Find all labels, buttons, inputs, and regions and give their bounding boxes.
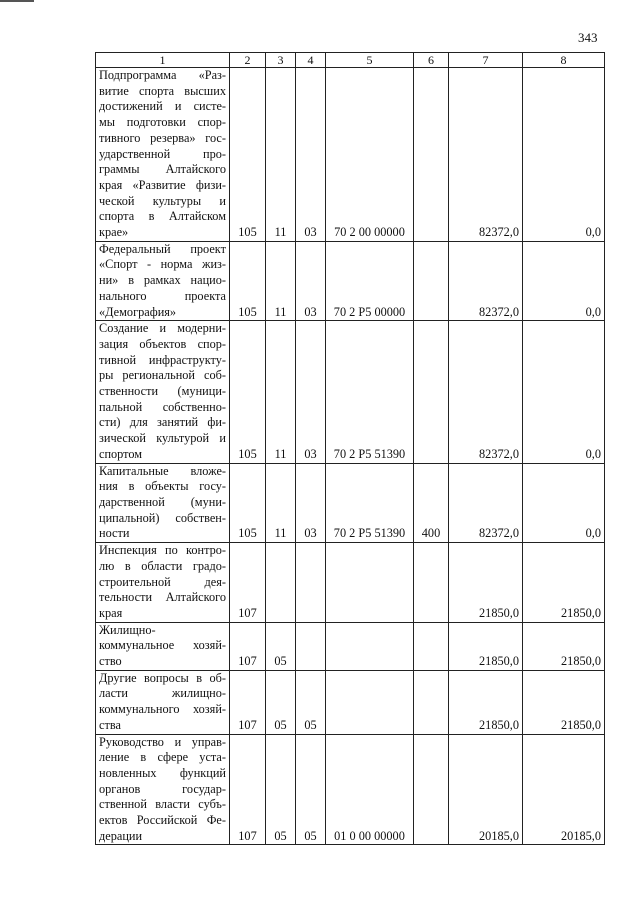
cell-col-5: 70 2 Р5 51390: [326, 463, 414, 543]
row-name-cell: Капитальные вложе- ния в объекты госу- дарственной (муни- ципальной) собствен- ности: [96, 463, 230, 543]
row-name-cell: Руководство и управ- ление в сфере уста- новленных функций органов государ- ственной власти субъ- ектов Российской Фе- дерации: [96, 734, 230, 845]
cell-col-7: 82372,0: [449, 463, 523, 543]
header-col-5: 5: [326, 53, 414, 68]
cell-col-5: [326, 543, 414, 623]
cell-col-4: 03: [296, 68, 326, 242]
cell-col-3: 05: [266, 734, 296, 845]
cell-col-6: [414, 241, 449, 321]
cell-col-2: 107: [230, 734, 266, 845]
cell-col-4: 03: [296, 463, 326, 543]
cell-col-3: 11: [266, 241, 296, 321]
cell-col-3: 11: [266, 321, 296, 463]
cell-col-5: [326, 622, 414, 670]
header-col-6: 6: [414, 53, 449, 68]
cell-col-4: 03: [296, 321, 326, 463]
cell-col-8: 21850,0: [523, 622, 605, 670]
cell-col-4: [296, 622, 326, 670]
row-name-cell: Другие вопросы в об- ласти жилищно- коммунального хозяй- ства: [96, 670, 230, 734]
cell-col-6: [414, 543, 449, 623]
cell-col-4: 05: [296, 734, 326, 845]
cell-col-8: 0,0: [523, 463, 605, 543]
cell-col-3: 05: [266, 622, 296, 670]
cell-col-4: [296, 543, 326, 623]
cell-col-6: [414, 622, 449, 670]
cell-col-7: 20185,0: [449, 734, 523, 845]
row-name-cell: Инспекция по контро- лю в области градо- строительной дея- тельности Алтайского края: [96, 543, 230, 623]
table-row: [96, 622, 605, 670]
cell-col-3: 05: [266, 670, 296, 734]
header-row: [96, 53, 605, 68]
cell-col-6: [414, 734, 449, 845]
table-row: [96, 463, 605, 543]
cell-col-6: [414, 68, 449, 242]
cell-col-2: 107: [230, 670, 266, 734]
cell-col-8: 21850,0: [523, 670, 605, 734]
cell-col-5: 01 0 00 00000: [326, 734, 414, 845]
cell-col-5: 70 2 Р5 00000: [326, 241, 414, 321]
row-name-cell: Подпрограмма «Раз- витие спорта высших достижений и систе- мы подготовки спор- тивного резерва» гос- ударственной про- граммы Алтайского края «Развитие физи- ческой культуры и спорта в Алтайском крае»: [96, 68, 230, 242]
cell-col-2: 105: [230, 241, 266, 321]
cell-col-7: 82372,0: [449, 68, 523, 242]
cell-col-4: 05: [296, 670, 326, 734]
cell-col-2: 107: [230, 622, 266, 670]
cell-col-8: 20185,0: [523, 734, 605, 845]
cell-col-8: 0,0: [523, 241, 605, 321]
row-name-cell: Создание и модерни- зация объектов спор- тивной инфраструкту- ры региональной соб- ственности (муници- пальной собственно- сти) для занятий фи- зической культурой и спортом: [96, 321, 230, 463]
row-name-cell: Жилищно- коммунальное хозяй- ство: [96, 622, 230, 670]
header-col-7: 7: [449, 53, 523, 68]
cell-col-2: 105: [230, 68, 266, 242]
table-row: [96, 321, 605, 463]
cell-col-8: 21850,0: [523, 543, 605, 623]
cell-col-5: 70 2 Р5 51390: [326, 321, 414, 463]
cell-col-6: [414, 321, 449, 463]
cell-col-6: [414, 670, 449, 734]
row-name-cell: Федеральный проект «Спорт - норма жиз- ни» в рамках нацио- нального проекта «Демография»: [96, 241, 230, 321]
budget-table: [95, 52, 605, 845]
table-row: [96, 543, 605, 623]
cell-col-7: 21850,0: [449, 670, 523, 734]
scan-edge-mark: [0, 0, 34, 2]
cell-col-2: 107: [230, 543, 266, 623]
cell-col-8: 0,0: [523, 68, 605, 242]
cell-col-7: 21850,0: [449, 622, 523, 670]
header-col-4: 4: [296, 53, 326, 68]
cell-col-7: 82372,0: [449, 321, 523, 463]
table-row: [96, 241, 605, 321]
cell-col-2: 105: [230, 463, 266, 543]
cell-col-3: [266, 543, 296, 623]
header-col-3: 3: [266, 53, 296, 68]
cell-col-3: 11: [266, 68, 296, 242]
cell-col-7: 82372,0: [449, 241, 523, 321]
cell-col-7: 21850,0: [449, 543, 523, 623]
cell-col-2: 105: [230, 321, 266, 463]
cell-col-4: 03: [296, 241, 326, 321]
header-col-8: 8: [523, 53, 605, 68]
table-row: [96, 68, 605, 242]
header-col-2: 2: [230, 53, 266, 68]
header-col-1: 1: [96, 53, 230, 68]
cell-col-3: 11: [266, 463, 296, 543]
table-row: [96, 670, 605, 734]
cell-col-5: 70 2 00 00000: [326, 68, 414, 242]
cell-col-6: 400: [414, 463, 449, 543]
cell-col-5: [326, 670, 414, 734]
page-number: 343: [578, 30, 598, 45]
table-row: [96, 734, 605, 845]
cell-col-8: 0,0: [523, 321, 605, 463]
